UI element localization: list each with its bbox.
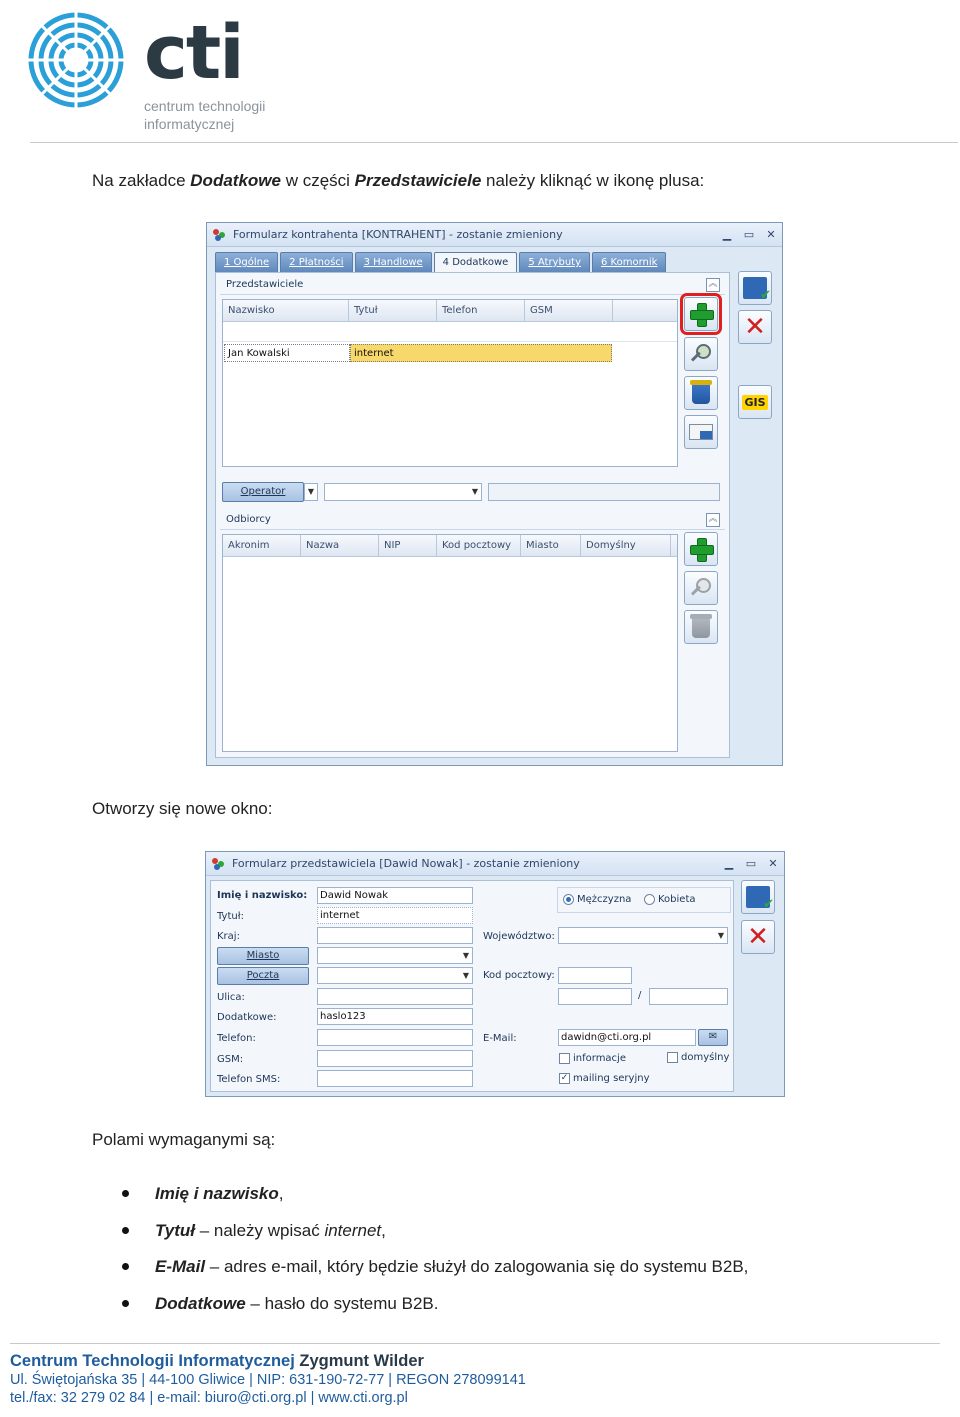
mailing-checkbox[interactable]: ✓ — [560, 1073, 569, 1083]
grid-filter-row — [223, 322, 677, 342]
app-icon — [212, 858, 226, 870]
email-send-button[interactable]: ✉ — [698, 1029, 728, 1046]
form-body — [210, 880, 734, 1092]
label-sms: Telefon SMS: — [217, 1074, 281, 1085]
requirements-list — [122, 1181, 748, 1328]
term-email: E-Mail — [155, 1257, 206, 1277]
tab-atrybuty[interactable]: 5 Atrybuty — [519, 252, 590, 272]
plus-icon — [689, 537, 713, 561]
extra-field[interactable]: haslo123 — [317, 1008, 473, 1025]
envelope-icon — [689, 424, 713, 440]
representatives-grid — [222, 299, 678, 467]
country-field[interactable] — [317, 927, 473, 944]
add-representative-button[interactable] — [684, 297, 718, 331]
label-zip: Kod pocztowy: — [483, 970, 555, 981]
section-odbiorcy: Odbiorcy — [220, 510, 725, 530]
term-extra: Dodatkowe — [155, 1294, 246, 1314]
item-text: , — [278, 1184, 284, 1203]
post-button[interactable]: Poczta — [217, 967, 309, 985]
close-x-icon: ✕ — [747, 922, 769, 952]
label-female: Kobieta — [658, 894, 696, 905]
close-icon[interactable]: ✕ — [768, 857, 778, 870]
footer-address: Ul. Świętojańska 35 | 44-100 Gliwice | NIP: 631-190-72-77 | REGON 278099141 — [10, 1372, 526, 1388]
window-title: Formularz kontrahenta [KONTRAHENT] - zostanie zmieniony — [233, 228, 563, 241]
info-checkbox[interactable] — [559, 1053, 570, 1064]
zip-field[interactable] — [558, 967, 632, 984]
label-mailing: mailing seryjny — [573, 1073, 650, 1084]
list-item — [122, 1218, 748, 1255]
cell-nazwisko: Jan Kowalski — [224, 344, 350, 362]
default-checkbox[interactable] — [667, 1052, 678, 1063]
edit-representative-button[interactable] — [684, 337, 718, 371]
new-window-text: Otworzy się nowe okno: — [92, 799, 273, 818]
cti-emblem-icon — [26, 10, 126, 110]
tab-platnosci[interactable]: 2 Płatności — [280, 252, 352, 272]
col-kod-pocztowy[interactable]: Kod pocztowy — [437, 535, 521, 556]
col-telefon[interactable]: Telefon — [437, 300, 525, 321]
col-nazwa[interactable]: Nazwa — [301, 535, 379, 556]
section-przedstawiciele: Przedstawiciele — [220, 275, 725, 295]
col-akronim[interactable]: Akronim — [223, 535, 301, 556]
maximize-icon[interactable]: ▭ — [745, 857, 757, 870]
send-email-button[interactable] — [684, 415, 718, 449]
window-titlebar — [207, 223, 782, 247]
company-name: Centrum Technologii Informatycznej — [10, 1352, 295, 1370]
grid-header — [223, 535, 677, 557]
province-select[interactable] — [558, 927, 728, 944]
item-tail: , — [381, 1220, 386, 1240]
list-item — [122, 1181, 748, 1218]
add-recipient-button[interactable] — [684, 532, 718, 566]
app-icon — [213, 229, 227, 241]
contractor-form-window — [206, 222, 783, 766]
logo-subtitle-1: centrum technologii — [144, 98, 266, 114]
close-x-icon: ✕ — [744, 312, 766, 342]
list-item — [122, 1254, 748, 1291]
label-default: domyślny — [681, 1052, 730, 1063]
plus-icon — [689, 302, 713, 326]
minimize-icon[interactable]: ▁ — [722, 228, 732, 241]
intro-text-3: należy kliknąć w ikonę plusa: — [481, 171, 705, 190]
operator-button[interactable]: Operator — [222, 482, 304, 502]
gis-icon: GIS — [744, 395, 766, 409]
label-name: Imię i nazwisko: — [217, 890, 308, 901]
gis-button[interactable] — [738, 385, 772, 419]
label-province: Województwo: — [483, 931, 555, 942]
requirements-heading: Polami wymaganymi są: — [92, 1130, 276, 1149]
name-field[interactable]: Dawid Nowak — [317, 887, 473, 904]
trash-icon — [692, 382, 710, 404]
label-gsm: GSM: — [217, 1054, 244, 1065]
city-button[interactable]: Miasto — [217, 947, 309, 965]
window-title: Formularz przedstawiciela [Dawid Nowak] - zostanie zmieniony — [232, 857, 580, 870]
street-field[interactable] — [317, 988, 473, 1005]
collapse-icon[interactable]: ︽ — [706, 278, 720, 292]
trash-icon — [692, 616, 710, 638]
term-name: Imię i nazwisko — [155, 1184, 279, 1203]
representative-form-window — [205, 851, 785, 1097]
intro-paragraph — [92, 171, 704, 191]
col-tytul[interactable]: Tytuł — [349, 300, 437, 321]
city-select[interactable] — [317, 947, 473, 964]
label-street: Ulica: — [217, 992, 245, 1003]
gsm-field[interactable] — [317, 1050, 473, 1067]
collapse-icon[interactable]: ︽ — [706, 513, 720, 527]
save-icon — [746, 886, 770, 908]
operator-name-field — [488, 483, 720, 501]
cancel-button[interactable] — [741, 920, 775, 954]
header-divider — [30, 142, 958, 143]
footer-divider — [10, 1343, 940, 1344]
email-field[interactable]: dawidn@cti.org.pl — [558, 1029, 696, 1046]
label-phone: Telefon: — [217, 1033, 256, 1044]
col-miasto[interactable]: Miasto — [521, 535, 581, 556]
col-nip[interactable]: NIP — [379, 535, 437, 556]
magnifier-icon — [690, 577, 712, 599]
col-domyslny[interactable]: Domyślny — [581, 535, 671, 556]
maximize-icon[interactable]: ▭ — [743, 228, 755, 241]
flat-field[interactable] — [649, 988, 728, 1005]
cell-tytul: internet — [350, 344, 612, 362]
delete-recipient-button[interactable] — [684, 610, 718, 644]
edit-recipient-button[interactable] — [684, 571, 718, 605]
list-item — [122, 1291, 748, 1328]
footer-company — [10, 1352, 424, 1371]
label-male: Mężczyzna — [577, 894, 632, 905]
post-select[interactable] — [317, 967, 473, 984]
minimize-icon[interactable]: ▁ — [724, 857, 734, 870]
item-text: – hasło do systemu B2B. — [245, 1294, 439, 1314]
col-nazwisko[interactable]: Nazwisko — [223, 300, 349, 321]
male-radio[interactable] — [563, 894, 574, 905]
footer-contact: tel./fax: 32 279 02 84 | e-mail: biuro@cti.org.pl | www.cti.org.pl — [10, 1390, 408, 1406]
tab-handlowe[interactable]: 3 Handlowe — [355, 252, 432, 272]
label-info: informacje — [573, 1053, 626, 1064]
label-extra: Dodatkowe: — [217, 1012, 277, 1023]
tab-ogolne[interactable]: 1 Ogólne — [215, 252, 278, 272]
intro-em-przedstawiciele: Przedstawiciele — [354, 171, 482, 190]
tab-dodatkowe[interactable]: 4 Dodatkowe — [434, 252, 518, 272]
magnifier-icon — [690, 343, 712, 365]
operator-select[interactable] — [324, 483, 482, 501]
close-icon[interactable]: ✕ — [766, 228, 776, 241]
save-button[interactable] — [738, 271, 772, 305]
company-owner: Zygmunt Wilder — [294, 1352, 424, 1370]
item-em: internet — [324, 1220, 382, 1240]
delete-representative-button[interactable] — [684, 376, 718, 410]
operator-dropdown[interactable] — [304, 483, 318, 501]
item-text: – adres e-mail, który będzie służył do zalogowania się do systemu B2B, — [205, 1257, 749, 1277]
term-title: Tytuł — [155, 1220, 195, 1240]
label-country: Kraj: — [217, 931, 240, 942]
intro-text-1: Na zakładce — [92, 171, 191, 190]
save-button[interactable] — [741, 880, 775, 914]
label-title: Tytuł: — [217, 911, 244, 922]
intro-em-dodatkowe: Dodatkowe — [190, 171, 281, 190]
col-gsm[interactable]: GSM — [525, 300, 613, 321]
slash-separator: / — [638, 990, 642, 1001]
title-field[interactable]: internet — [317, 907, 473, 924]
logo-subtitle-2: informatycznej — [144, 116, 235, 132]
female-radio[interactable] — [644, 894, 655, 905]
logo-wordmark: cti — [144, 10, 243, 96]
cti-logo — [26, 10, 286, 135]
chevron-down-icon: ▼ — [717, 931, 724, 940]
recipients-grid — [222, 534, 678, 752]
grid-header — [223, 300, 677, 322]
window-titlebar — [206, 852, 784, 876]
tab-bar — [215, 252, 666, 272]
tab-content — [215, 272, 730, 758]
tab-komornik[interactable]: 6 Komornik — [592, 252, 666, 272]
save-icon — [743, 277, 767, 299]
chevron-down-icon: ▼ — [307, 487, 314, 496]
item-text: – należy wpisać — [194, 1220, 325, 1240]
phone-field[interactable] — [317, 1029, 473, 1046]
chevron-down-icon: ▼ — [462, 971, 469, 980]
sms-field[interactable] — [317, 1070, 473, 1087]
cancel-button[interactable] — [738, 310, 772, 344]
chevron-down-icon: ▼ — [462, 951, 469, 960]
chevron-down-icon: ▼ — [471, 487, 478, 496]
intro-text-2: w części — [280, 171, 355, 190]
label-email: E-Mail: — [483, 1033, 517, 1044]
table-row[interactable] — [224, 344, 612, 362]
box-field[interactable] — [558, 988, 632, 1005]
